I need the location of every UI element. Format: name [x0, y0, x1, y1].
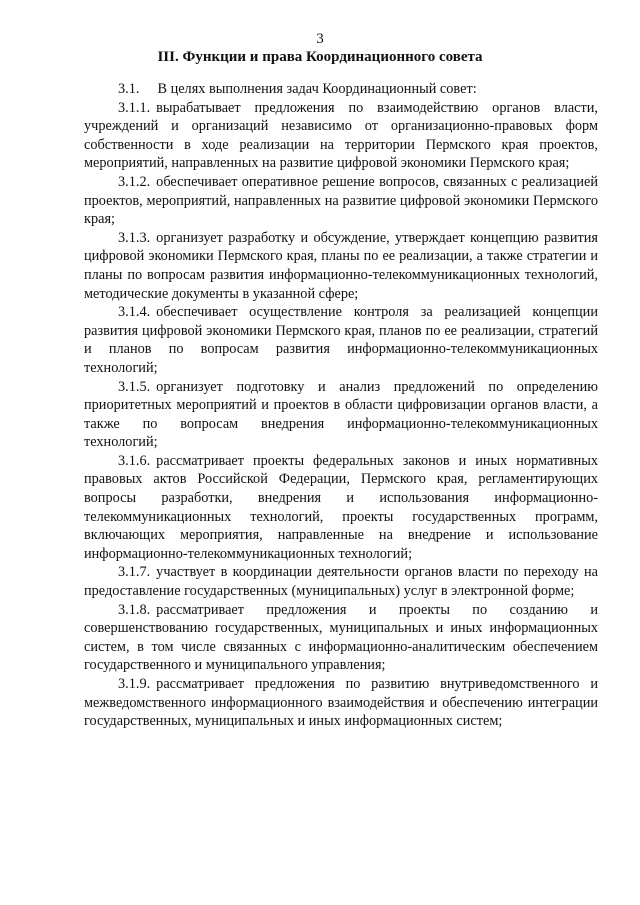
paragraph-3-1-9 [84, 675, 598, 731]
paragraph-number: 3.1.6. [118, 452, 151, 469]
paragraph-number: 3.1.7. [118, 564, 151, 581]
paragraph-3-1-8 [84, 601, 598, 675]
paragraph-number: 3.1.3. [118, 229, 151, 246]
paragraph-number: 3.1.5. [118, 378, 151, 395]
paragraph-text: вырабатывает предложения по взаимодействию органов власти, учреждений и организаций независимо от организационно-правовых форм собственности в ходе реализации на территории Пермского края проектов, мероприятий, направленных на развитие цифровой экономики Пермского края; [84, 99, 598, 172]
paragraph-3-1-2 [84, 173, 598, 229]
paragraph-3-1-4 [84, 303, 598, 377]
paragraph-3-1-5 [84, 378, 598, 452]
paragraph-text: рассматривает предложения и проекты по созданию и совершенствованию государственных, муниципальных и иных информационных систем, в том числе связанных с информационно-аналитическим обеспечением государственного и муниципального управления; [84, 601, 598, 674]
paragraph-number: 3.1. [118, 81, 140, 97]
paragraph-3-1-6 [84, 452, 598, 564]
paragraph-text: организует подготовку и анализ предложений по определению приоритетных мероприятий и проектов в области цифровизации органов власти, а также по вопросам внедрения информационно-телекоммуникационных технологий; [84, 378, 598, 451]
paragraph-text: рассматривает предложения по развитию внутриведомственного и межведомственного информационного взаимодействия и обеспечению интеграции государственных, муниципальных и иных информационных систем; [84, 676, 598, 730]
paragraph-text: обеспечивает осуществление контроля за реализацией концепции развития цифровой экономики Пермского края, планов по ее реализации, стратегий и планов по вопросам развития информационно-телекоммуникационных технологий; [84, 304, 598, 376]
paragraph-text: рассматривает проекты федеральных законов и иных нормативных правовых актов Российской Федерации, Пермского края, регламентирующих вопросы разработки, внедрения и использования информационно-телекоммуникационных технологий, проекты государственных программ, включающих мероприятия, направленные на внедрение и использование информационно-телекоммуникационных технологий; [84, 452, 598, 562]
paragraph-3-1-3 [84, 229, 598, 303]
paragraph-text: организует разработку и обсуждение, утверждает концепцию развития цифровой экономики Пермского края, планы по ее реализации, а также стратегии и планы по вопросам развития информационно-телекоммуникационных технологий, методические документы в указанной сфере; [84, 229, 598, 302]
paragraph-text: участвует в координации деятельности органов власти по переходу на предоставление государственных (муниципальных) услуг в электронной форме; [84, 564, 598, 600]
paragraph-3-1-7 [84, 563, 598, 600]
paragraph-3-1-1 [84, 99, 598, 173]
paragraph-number: 3.1.4. [118, 304, 151, 321]
paragraph-3-1 [84, 80, 598, 99]
paragraph-number: 3.1.1. [118, 99, 151, 116]
paragraph-number: 3.1.8. [118, 601, 151, 618]
paragraph-text: В целях выполнения задач Координационный совет: [157, 81, 477, 97]
section-title: III. Функции и права Координационного совета [157, 49, 483, 65]
paragraph-number: 3.1.2. [118, 173, 151, 190]
paragraph-number: 3.1.9. [118, 676, 151, 692]
document-body [84, 78, 598, 731]
paragraph-text: обеспечивает оперативное решение вопросов, связанных с реализацией проектов, мероприятий, направленных на развитие цифровой экономики Пермского края; [84, 173, 598, 228]
page-number: 3 [316, 31, 324, 47]
